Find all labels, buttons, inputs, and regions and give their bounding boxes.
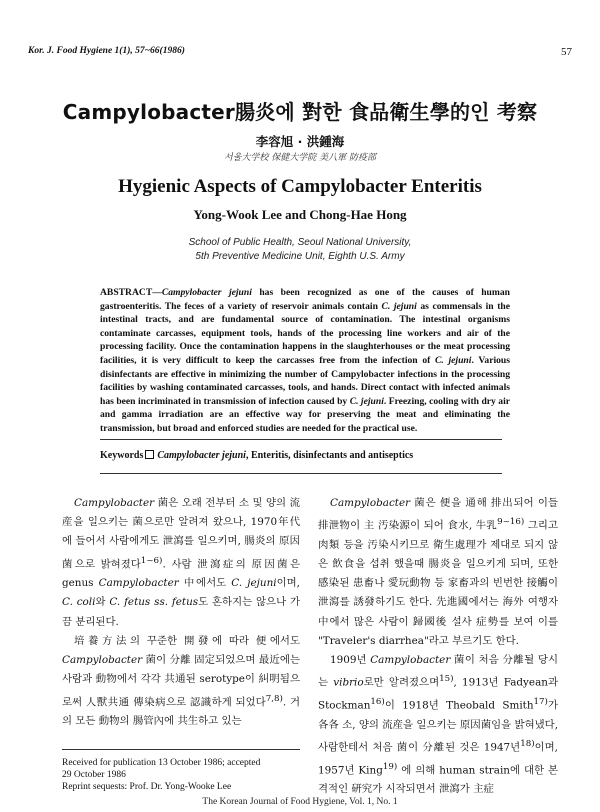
genus-name: Campylobacter (98, 577, 179, 590)
text-span: 이며, (276, 577, 300, 590)
body-column-right (318, 494, 558, 799)
genus-name: Campylobacter (74, 497, 155, 509)
abstract-label: ABSTRACT— (100, 287, 162, 298)
abstract-text-4: . Freezing, cooling with dry air and gamma irradiation are an effective way for preserving the meat and eliminating the transmission, but broad and enforced studies are needed for the practical use. (100, 395, 511, 434)
species-name: C. coli (62, 596, 96, 609)
affiliation-line-2: 5th Preventive Medicine Unit, Eighth U.S. Army (195, 251, 405, 262)
text-span: . 거의 모든 動物의 腸管內에 共生하고 있는 (62, 695, 300, 728)
text-span: 菌이 分離 固定되었으며 最近에는 사람과 動物에서 각각 共通된 serotype이 糾明됨으로써 人獸共通 傳染病으로 認識하게 되었다 (62, 654, 300, 708)
abstract-organism: Campylobacter jejuni (161, 287, 252, 298)
keywords-term: Campylobacter jejuni (157, 450, 246, 461)
korean-title: Campylobacter腸炎에 對한 食品衛生學的인 考察 (62, 100, 538, 124)
text-span: 도 혼하지는 않으나 가끔 분리된다. (62, 596, 300, 628)
keywords (100, 450, 510, 461)
body-column-left (62, 494, 300, 731)
text-span: 로만 알려졌으며 (363, 676, 440, 689)
text-span: 中에서도 (178, 577, 232, 590)
footnote-accepted: 29 October 1986 (62, 770, 126, 780)
text-span: 에 의해 human strain에 대한 본격적인 硏究가 시작되면서 泄瀉가 主症 (318, 763, 558, 796)
citation: 16) (370, 696, 385, 707)
citation: 18) (520, 738, 535, 749)
abstract-organism-short: C. jejuni (381, 300, 417, 312)
abstract-organism-short: C. jejuni (435, 354, 472, 366)
paragraph (62, 632, 300, 731)
citation: 9~16) (497, 517, 525, 528)
paragraph (62, 494, 300, 632)
genus-name: vibrio (333, 676, 364, 689)
footnote-received: Received for publication 13 October 1986; accepted (62, 758, 261, 768)
running-footer: The Korean Journal of Food Hygiene, Vol. 1, No. 1 (202, 797, 398, 807)
text-span: 菌은 便을 通해 排出되어 이들 排泄物이 主 汚染源이 되어 食水, 牛乳 (318, 497, 558, 532)
species-name: C. jejuni (231, 577, 277, 590)
checkbox-icon (145, 450, 154, 459)
text-span: 와 (95, 596, 110, 609)
english-title: Hygienic Aspects of Campylobacter Enteritis (118, 176, 482, 197)
text-span: 菌이 처음 分離될 당시는 (318, 654, 558, 689)
abstract (100, 286, 510, 436)
footnote-reprint: Reprint sequests: Prof. Dr. Yong-Wooke Lee (62, 782, 232, 792)
text-span: . 사람 泄瀉症의 原因菌은 genus (62, 558, 300, 590)
abstract-text-2: as commensals in the intestinal tracts, and are fundamental source of contamination. The intestinal organisms contaminate carcasses, equipment tools, hands of the processing line workers and air of the processing facility. Once the contamination happens in the slaughterhouses or the meat processing facilities, it is very difficult to keep the carcasses free from the infection of (100, 300, 510, 366)
citation: 19) (382, 761, 398, 772)
text-span: 培養方法의 꾸준한 開發에 따라 便에서도 (74, 634, 300, 647)
citation: 15) (439, 674, 454, 685)
citation: 1~6) (140, 555, 163, 566)
running-header (28, 46, 572, 62)
english-authors: Yong-Wook Lee and Chong-Hae Hong (193, 207, 407, 222)
english-affiliation (0, 236, 600, 264)
divider (100, 439, 502, 440)
keywords-rest: , Enteritis, disinfectants and antiseptics (245, 450, 414, 461)
korean-authors: 李容旭 · 洪鍾海 (255, 134, 345, 149)
korean-affiliation: 서울大学校 保健大学院 美八軍 防疫部 (224, 153, 376, 163)
keywords-label: Keywords (100, 450, 144, 461)
divider (100, 473, 502, 474)
paragraph (318, 494, 558, 651)
genus-name: Campylobacter (62, 654, 143, 667)
text-span: 가 各各 소, 양의 流産을 일으키는 原因菌임을 밝혀냈다, 사람한테서 처음 菌이 分離된 것은 1947년 (318, 699, 558, 754)
text-span: 菌은 오래 전부터 소 및 양의 流産을 일으키는 菌으로만 알려져 왔으나, 1970年代에 들어서 사람에게도 泄瀉를 일으키며, 腸炎의 原因菌으로 밝혀졌다 (62, 497, 300, 571)
text-span: 이며, 1957년 King (318, 741, 558, 776)
genus-name: Campylobacter (330, 497, 411, 509)
text-span: 이 1918년 Theobald Smith (384, 699, 534, 712)
abstract-text-3: . Various disinfectants are effective in minimizing the number of Campylobacter infections in the processing facilities by washing contaminated carcasses, tools, and hands. Direct contact with infected animals has been incriminated in transmission of infection caused by (100, 354, 510, 407)
footnote-divider (62, 749, 300, 750)
citation: 7,8) (265, 693, 283, 704)
abstract-text-1: has been recognized as one of the causes of human gastroenteritis. The feces of a variety of reservoir animals contain (100, 287, 510, 312)
paragraph (318, 651, 558, 799)
page-number: 57 (561, 46, 572, 58)
affiliation-line-1: School of Public Health, Seoul National University, (188, 237, 412, 248)
genus-name: Campylobacter (370, 654, 451, 667)
footnote (62, 757, 312, 793)
citation: 17) (533, 696, 548, 707)
species-name: C. fetus ss. fetus (109, 596, 199, 609)
text-span: 그리고 肉類 등을 汚染시키므로 衛生處理가 제대로 되지 않은 飲食을 섭취 했을때 腸炎을 일으키게 되며, 또한 感染된 患畜나 愛玩動物 등 家畜과의 빈번한 接觸이 泄瀉를 誘發하기도 한다. 先進國에서는 海外 여행자 中에서 많은 사람이 歸國後 설사 症勢를 보여 이를 "Traveler's diarrhea"라고 부르기도 한다. (318, 519, 558, 647)
text-span: , 1913년 Fadyean과 Stockman (318, 676, 558, 712)
abstract-organism-short: C. jejuni (349, 395, 384, 407)
text-span: 1909년 (330, 654, 371, 667)
journal-reference: Kor. J. Food Hygiene 1(1), 57~66(1986) (28, 46, 185, 56)
